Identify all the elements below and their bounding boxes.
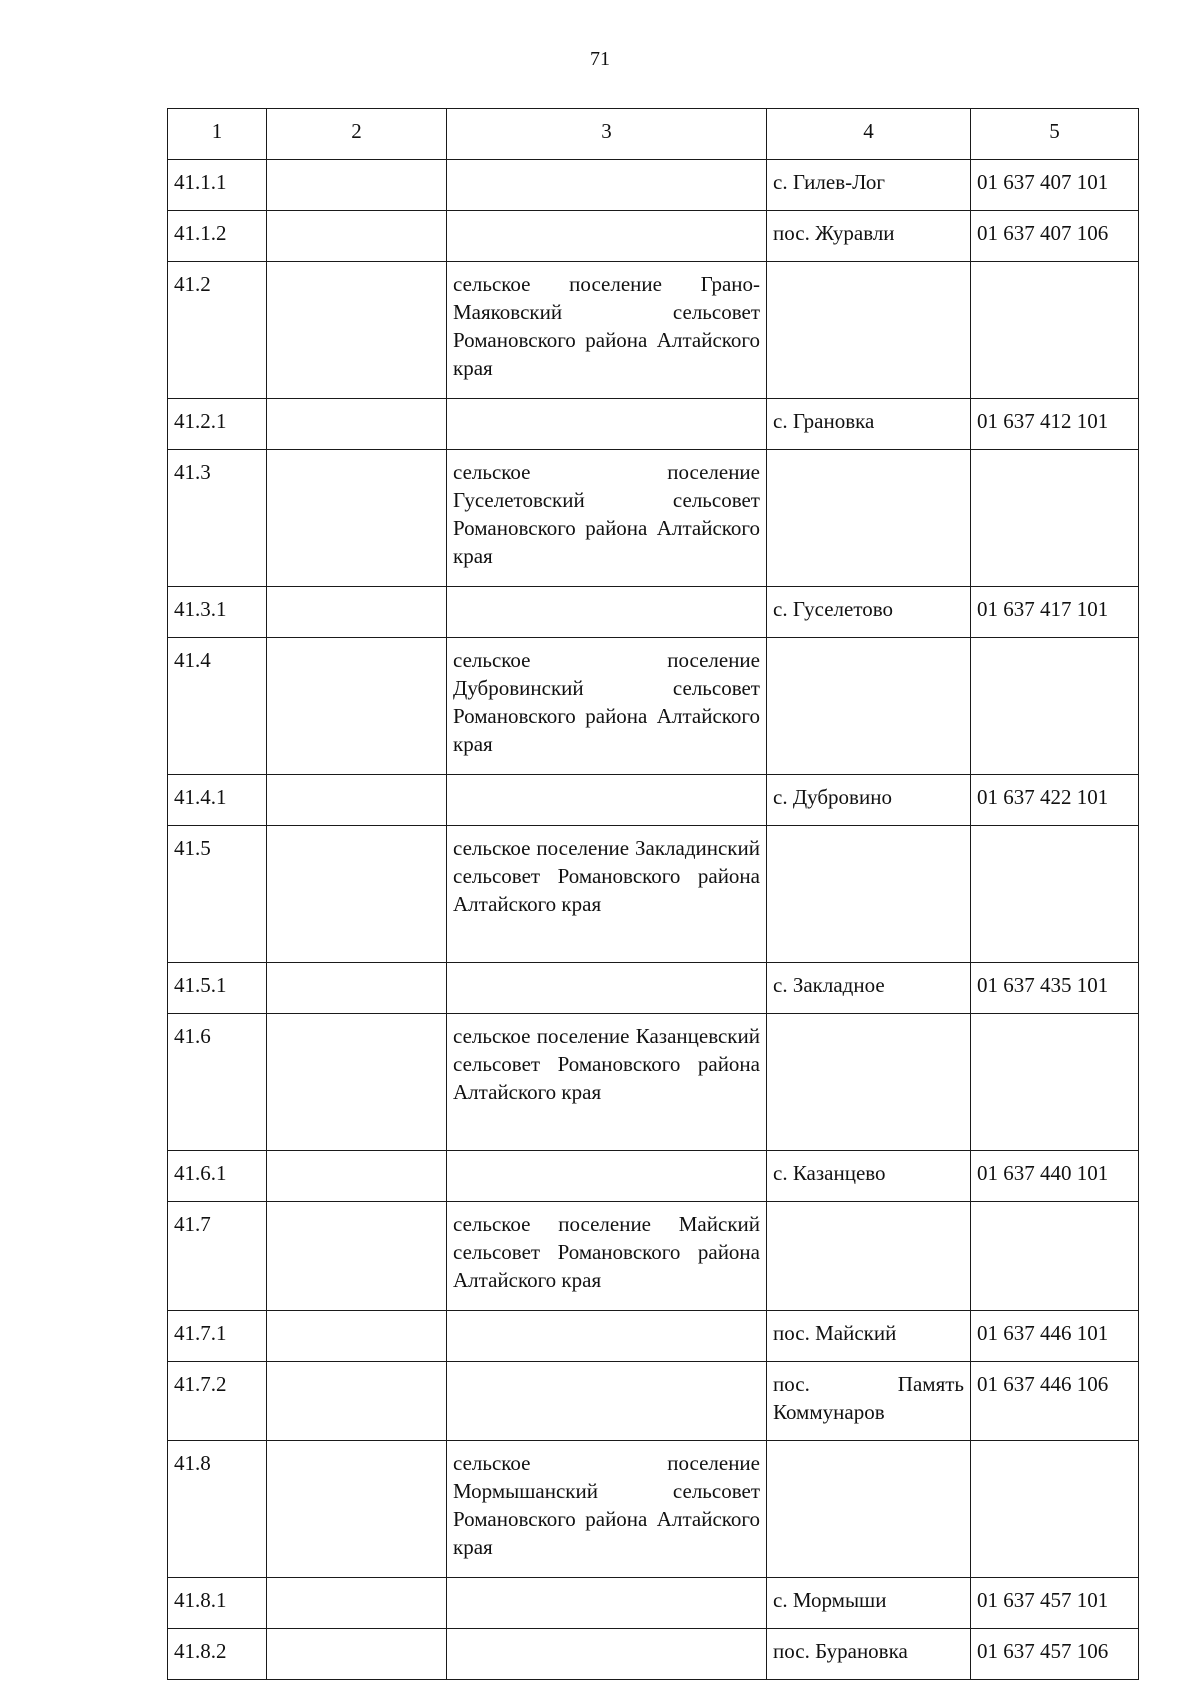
row-code: 41.6.1 xyxy=(168,1151,267,1202)
row-settlement xyxy=(767,1202,971,1311)
row-settlement xyxy=(767,1014,971,1151)
row-settlement: пос. Журавли xyxy=(767,211,971,262)
table-row xyxy=(168,963,1139,1014)
row-col2 xyxy=(267,963,447,1014)
table-row xyxy=(168,211,1139,262)
row-settlement: с. Гуселетово xyxy=(767,587,971,638)
row-code: 41.8.2 xyxy=(168,1629,267,1680)
row-col2 xyxy=(267,1441,447,1578)
row-col2 xyxy=(267,211,447,262)
row-col2 xyxy=(267,1311,447,1362)
table-header-row xyxy=(168,109,1139,160)
row-municipality xyxy=(447,160,767,211)
row-municipality xyxy=(447,963,767,1014)
row-settlement: с. Гилев-Лог xyxy=(767,160,971,211)
row-okato-code: 01 637 457 106 xyxy=(971,1629,1139,1680)
row-okato-code: 01 637 407 101 xyxy=(971,160,1139,211)
table-row xyxy=(168,1151,1139,1202)
row-municipality xyxy=(447,775,767,826)
row-municipality xyxy=(447,1629,767,1680)
row-settlement: с. Закладное xyxy=(767,963,971,1014)
row-municipality xyxy=(447,1151,767,1202)
row-col2 xyxy=(267,1362,447,1441)
row-okato-code xyxy=(971,1014,1139,1151)
row-code: 41.1.1 xyxy=(168,160,267,211)
row-settlement xyxy=(767,638,971,775)
row-code: 41.3.1 xyxy=(168,587,267,638)
row-okato-code xyxy=(971,262,1139,399)
row-okato-code: 01 637 446 101 xyxy=(971,1311,1139,1362)
row-okato-code xyxy=(971,638,1139,775)
row-okato-code xyxy=(971,1202,1139,1311)
settlements-table xyxy=(167,108,1139,1680)
row-okato-code xyxy=(971,826,1139,963)
row-settlement: с. Грановка xyxy=(767,399,971,450)
row-code: 41.1.2 xyxy=(168,211,267,262)
row-col2 xyxy=(267,262,447,399)
row-code: 41.2 xyxy=(168,262,267,399)
row-municipality xyxy=(447,1578,767,1629)
column-header-5: 5 xyxy=(971,109,1139,160)
row-settlement: с. Мормыши xyxy=(767,1578,971,1629)
table-row xyxy=(168,1441,1139,1578)
row-okato-code xyxy=(971,1441,1139,1578)
table-row xyxy=(168,399,1139,450)
row-code: 41.4.1 xyxy=(168,775,267,826)
table-row xyxy=(168,638,1139,775)
column-header-2: 2 xyxy=(267,109,447,160)
row-okato-code xyxy=(971,450,1139,587)
row-okato-code: 01 637 412 101 xyxy=(971,399,1139,450)
row-municipality: сельское поселение Закладинский сельсовет Романовского района Алтайского края xyxy=(447,826,767,963)
row-code: 41.5 xyxy=(168,826,267,963)
row-settlement xyxy=(767,826,971,963)
row-municipality xyxy=(447,587,767,638)
row-settlement xyxy=(767,1441,971,1578)
row-municipality: сельское поселение Грано-Маяковский сельсовет Романовского района Алтайского края xyxy=(447,262,767,399)
row-code: 41.7.2 xyxy=(168,1362,267,1441)
table-row xyxy=(168,775,1139,826)
row-col2 xyxy=(267,1202,447,1311)
row-okato-code: 01 637 417 101 xyxy=(971,587,1139,638)
row-col2 xyxy=(267,587,447,638)
row-col2 xyxy=(267,638,447,775)
table-row xyxy=(168,1362,1139,1441)
row-code: 41.8 xyxy=(168,1441,267,1578)
row-col2 xyxy=(267,775,447,826)
row-municipality xyxy=(447,1311,767,1362)
row-col2 xyxy=(267,1014,447,1151)
table-row xyxy=(168,1202,1139,1311)
row-municipality: сельское поселение Казанцевский сельсовет Романовского района Алтайского края xyxy=(447,1014,767,1151)
row-code: 41.3 xyxy=(168,450,267,587)
row-settlement: с. Дубровино xyxy=(767,775,971,826)
row-okato-code: 01 637 435 101 xyxy=(971,963,1139,1014)
row-municipality: сельское поселение Мормышанский сельсовет Романовского района Алтайского края xyxy=(447,1441,767,1578)
row-municipality: сельское поселение Майский сельсовет Романовского района Алтайского края xyxy=(447,1202,767,1311)
row-code: 41.7 xyxy=(168,1202,267,1311)
row-code: 41.6 xyxy=(168,1014,267,1151)
table-row xyxy=(168,1629,1139,1680)
row-col2 xyxy=(267,160,447,211)
row-code: 41.7.1 xyxy=(168,1311,267,1362)
row-okato-code: 01 637 446 106 xyxy=(971,1362,1139,1441)
row-col2 xyxy=(267,1629,447,1680)
row-settlement: пос. Майский xyxy=(767,1311,971,1362)
table-row xyxy=(168,450,1139,587)
row-okato-code: 01 637 422 101 xyxy=(971,775,1139,826)
row-settlement: с. Казанцево xyxy=(767,1151,971,1202)
row-municipality xyxy=(447,399,767,450)
row-okato-code: 01 637 457 101 xyxy=(971,1578,1139,1629)
row-code: 41.8.1 xyxy=(168,1578,267,1629)
row-settlement xyxy=(767,450,971,587)
row-municipality: сельское поселение Гуселетовский сельсовет Романовского района Алтайского края xyxy=(447,450,767,587)
row-col2 xyxy=(267,450,447,587)
row-settlement xyxy=(767,262,971,399)
column-header-1: 1 xyxy=(168,109,267,160)
row-municipality xyxy=(447,211,767,262)
table-row xyxy=(168,587,1139,638)
table-row xyxy=(168,262,1139,399)
table-row xyxy=(168,826,1139,963)
table-row xyxy=(168,1578,1139,1629)
row-municipality xyxy=(447,1362,767,1441)
row-col2 xyxy=(267,1578,447,1629)
row-col2 xyxy=(267,399,447,450)
row-municipality: сельское поселение Дубровинский сельсовет Романовского района Алтайского края xyxy=(447,638,767,775)
table-row xyxy=(168,160,1139,211)
row-okato-code: 01 637 407 106 xyxy=(971,211,1139,262)
column-header-4: 4 xyxy=(767,109,971,160)
table-row xyxy=(168,1311,1139,1362)
row-settlement: пос. Память Коммунаров xyxy=(767,1362,971,1441)
row-okato-code: 01 637 440 101 xyxy=(971,1151,1139,1202)
page-number: 71 xyxy=(590,48,610,70)
row-code: 41.5.1 xyxy=(168,963,267,1014)
column-header-3: 3 xyxy=(447,109,767,160)
row-col2 xyxy=(267,1151,447,1202)
row-settlement: пос. Бурановка xyxy=(767,1629,971,1680)
table-row xyxy=(168,1014,1139,1151)
row-col2 xyxy=(267,826,447,963)
row-code: 41.2.1 xyxy=(168,399,267,450)
row-code: 41.4 xyxy=(168,638,267,775)
